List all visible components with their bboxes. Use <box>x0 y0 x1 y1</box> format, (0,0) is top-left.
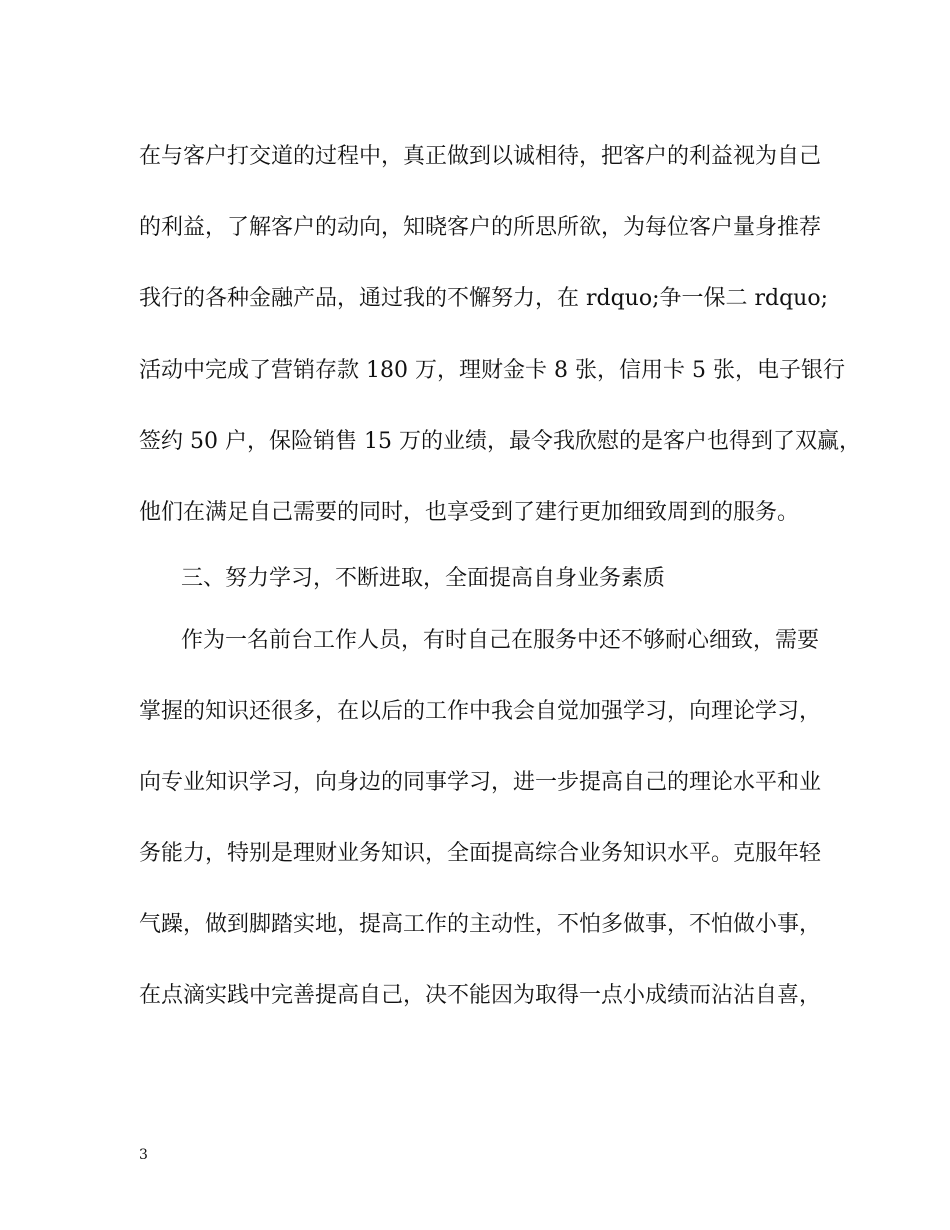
text-line: 的利益，了解客户的动向，知晓客户的所思所欲，为每位客户量身推荐 <box>139 215 822 240</box>
text-line: 他们在满足自己需要的同时，也享受到了建行更加细致周到的服务。 <box>139 500 800 525</box>
text-line: 掌握的知识还很多，在以后的工作中我会自觉加强学习，向理论学习， <box>139 699 822 724</box>
section-heading: 三、努力学习，不断进取，全面提高自身业务素质 <box>181 566 666 591</box>
text-line: 务能力，特别是理财业务知识，全面提高综合业务知识水平。克服年轻 <box>139 841 822 866</box>
text-line: 在点滴实践中完善提高自己，决不能因为取得一点小成绩而沾沾自喜， <box>139 983 822 1008</box>
text-line: 我行的各种金融产品，通过我的不懈努力，在 rdquo;争一保二 rdquo; <box>139 286 829 311</box>
text-line: 向专业知识学习，向身边的同事学习，进一步提高自己的理论水平和业 <box>139 770 822 795</box>
text-line: 活动中完成了营销存款 180 万，理财金卡 8 张，信用卡 5 张，电子银行 <box>139 358 845 383</box>
text-line: 在与客户打交道的过程中，真正做到以诚相待，把客户的利益视为自己 <box>139 144 822 169</box>
text-line: 签约 50 户，保险销售 15 万的业绩，最令我欣慰的是客户也得到了双赢， <box>139 429 861 454</box>
text-line: 气躁，做到脚踏实地，提高工作的主动性，不怕多做事，不怕做小事， <box>139 912 822 937</box>
text-line: 作为一名前台工作人员，有时自己在服务中还不够耐心细致，需要 <box>181 628 820 653</box>
page-number: 3 <box>139 1147 148 1163</box>
